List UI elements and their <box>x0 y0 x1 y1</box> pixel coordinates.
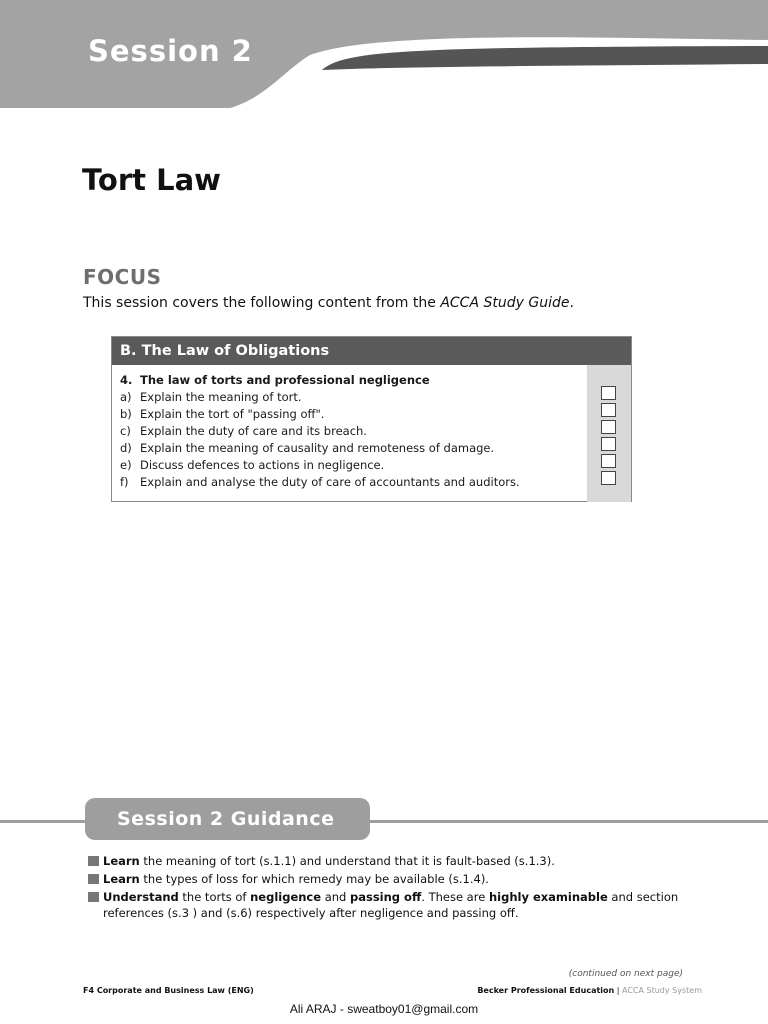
list-item: d) Explain the meaning of causality and remoteness of damage. <box>120 441 495 455</box>
owner-watermark: Ali ARAJ - sweatboy01@gmail.com <box>289 1002 479 1016</box>
page-title: Tort Law <box>82 163 221 197</box>
checkbox-c[interactable] <box>601 420 616 434</box>
list-item: e) Discuss defences to actions in negligence. <box>120 458 385 472</box>
list-item: Understand the torts of negligence and passing off. These are highly examinable and section references (s.3 ) and (s.6) respectively after negligence and passing off. <box>88 889 728 921</box>
checkbox-f[interactable] <box>601 471 616 485</box>
obligations-section-title: B. The Law of Obligations <box>112 337 631 365</box>
focus-intro: This session covers the following content from the ACCA Study Guide. <box>83 295 574 311</box>
session-label: Session 2 <box>88 34 253 68</box>
obligations-list <box>120 372 520 491</box>
list-item: Learn the types of loss for which remedy may be available (s.1.4). <box>88 871 728 887</box>
list-item: b) Explain the tort of "passing off". <box>120 407 325 421</box>
footer-course-title: F4 Corporate and Business Law (ENG) <box>83 986 254 995</box>
checkbox-e[interactable] <box>601 454 616 468</box>
footer-publisher: Becker Professional Education | ACCA Study System <box>477 986 702 995</box>
checkbox-d[interactable] <box>601 437 616 451</box>
bullet-square-icon <box>88 874 99 884</box>
list-item: f) Explain and analyse the duty of care of accountants and auditors. <box>120 475 520 489</box>
continued-note: (continued on next page) <box>568 969 683 979</box>
bullet-square-icon <box>88 856 99 866</box>
list-item: c) Explain the duty of care and its breach. <box>120 424 367 438</box>
guidance-list <box>88 853 728 923</box>
list-item: a) Explain the meaning of tort. <box>120 390 302 404</box>
checkbox-a[interactable] <box>601 386 616 400</box>
checkbox-b[interactable] <box>601 403 616 417</box>
obligations-lead-item: 4. The law of torts and professional negligence <box>120 373 430 387</box>
obligations-table <box>111 336 632 502</box>
focus-heading: FOCUS <box>83 265 162 289</box>
guidance-title: Session 2 Guidance <box>85 798 370 840</box>
bullet-square-icon <box>88 892 99 902</box>
list-item: Learn the meaning of tort (s.1.1) and understand that it is fault-based (s.1.3). <box>88 853 728 869</box>
study-guide-reference: ACCA Study Guide <box>440 295 570 311</box>
